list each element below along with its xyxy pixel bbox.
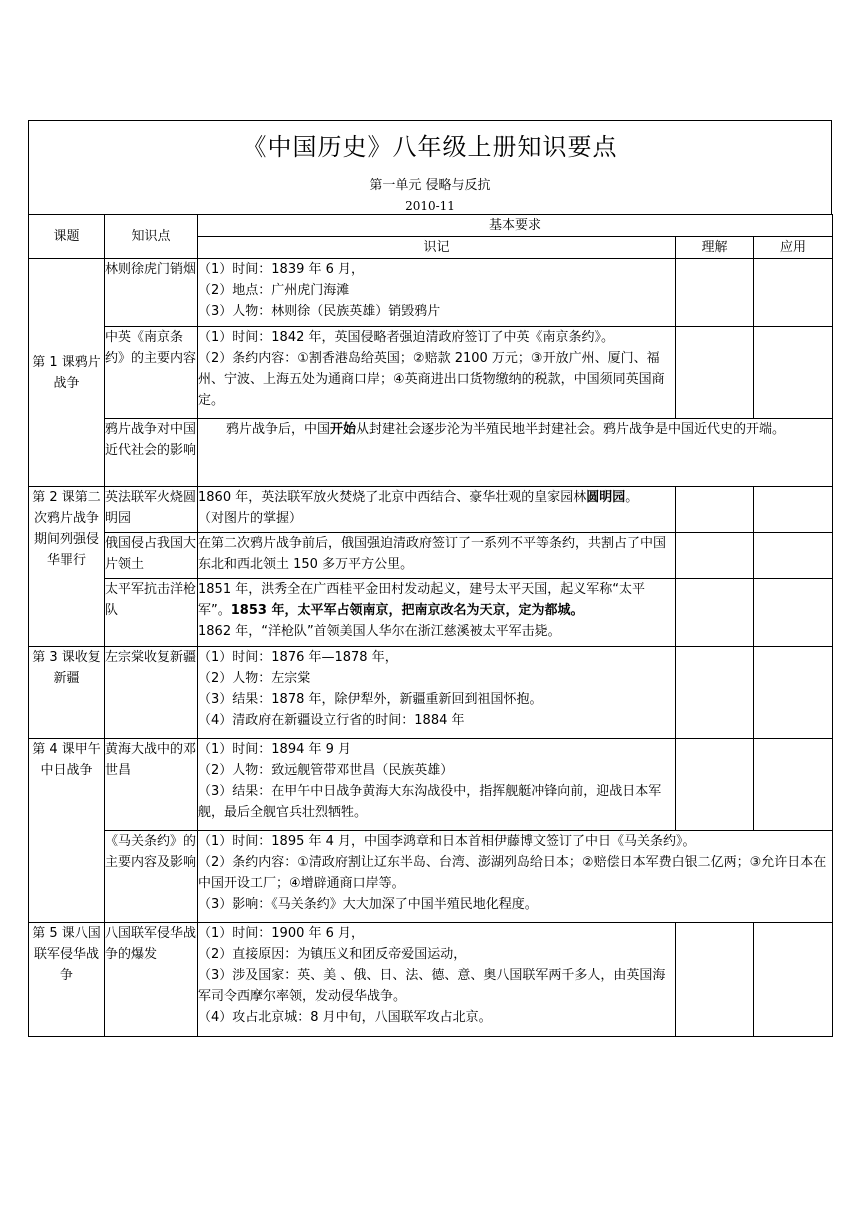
content-line: （2）地点：广州虎门海滩 [198, 283, 350, 298]
col-header-memory: 识记 [198, 237, 676, 259]
col-header-lesson: 课题 [29, 215, 105, 259]
page-title: 《中国历史》八年级上册知识要点 [242, 133, 618, 161]
topic-cell: 林则徐虎门销烟 [105, 259, 198, 327]
document-frame [28, 120, 832, 1037]
understand-cell [676, 739, 754, 831]
apply-cell [754, 259, 833, 327]
table-row [29, 419, 833, 487]
content-line: （1）时间：1894 年 9 月 [198, 742, 352, 757]
col-header-requirements: 基本要求 [198, 215, 833, 237]
table-row [29, 259, 833, 327]
unit-subtitle: 第一单元 侵略与反抗 [369, 178, 491, 193]
lesson-cell: 第 1 课鸦片战争 [29, 259, 105, 487]
topic-cell: 左宗棠收复新疆 [105, 647, 198, 739]
col-header-topic: 知识点 [105, 215, 198, 259]
table-row [29, 579, 833, 647]
understand-cell [676, 923, 754, 1037]
content-line: （1）时间：1842 年，英国侵略者强迫清政府签订了中英《南京条约》。 [198, 330, 614, 345]
table-row [29, 831, 833, 923]
topic-cell: 鸦片战争对中国近代社会的影响 [105, 419, 198, 487]
content-line: （对图片的掌握） [198, 511, 303, 526]
content-cell: 1860 年，英法联军放火焚烧了北京中西结合、豪华壮观的皇家园林圆明园。 （对图片的掌握） [198, 487, 676, 533]
lesson-cell: 第 3 课收复新疆 [29, 647, 105, 739]
apply-cell [754, 579, 833, 647]
content-cell [198, 647, 676, 739]
content-line: （3）结果：在甲午中日战争黄海大东沟战役中，指挥舰艇冲锋向前，迎战日本军舰，最后全舰官兵壮烈牺牲。 [198, 784, 662, 820]
topic-cell: 俄国侵占我国大片领土 [105, 533, 198, 579]
content-line: （3）涉及国家：英、美 、俄、日、法、德、意、奥八国联军两千多人，由英国海军司令西摩尔率领，发动侵华战争。 [198, 968, 666, 1004]
apply-cell [754, 487, 833, 533]
apply-cell [754, 533, 833, 579]
lesson-cell: 第 5 课八国联军侵华战争 [29, 923, 105, 1037]
knowledge-table [28, 214, 833, 1037]
content-cell [198, 259, 676, 327]
table-row [29, 647, 833, 739]
emphasis-text: 圆明园 [586, 490, 626, 505]
content-cell [198, 739, 676, 831]
content-cell [198, 327, 676, 419]
content-line: （2）人物：致远舰管带邓世昌（民族英雄） [198, 763, 454, 778]
content-line: （3）结果：1878 年，除伊犁外，新疆重新回到祖国怀抱。 [198, 692, 543, 707]
understand-cell [676, 487, 754, 533]
emphasis-text: 开始 [330, 422, 357, 437]
content-cell [198, 923, 676, 1037]
content-line: （2）直接原因：为镇压义和团反帝爱国运动， [198, 947, 467, 962]
emphasis-text: 1853 年，太平军占领南京，把南京改名为天京，定为都城。 [230, 603, 584, 618]
content-line: （2）条约内容：①割香港岛给英国；②赔款 2100 万元；③开放广州、厦门、福州、宁波、上海五处为通商口岸；④英商进出口货物缴纳的税款，中国须同英国商定。 [198, 351, 665, 408]
table-row [29, 739, 833, 831]
understand-cell [676, 647, 754, 739]
topic-cell: 《马关条约》的主要内容及影响 [105, 831, 198, 923]
document-date: 2010-11 [405, 199, 455, 213]
content-cell: 1851 年，洪秀全在广西桂平金田村发动起义，建号太平天国，起义军称“太平军”。1853 年，太平军占领南京，把南京改名为天京，定为都城。 1862 年，“洋枪队”首领美国人华尔在浙江慈溪被太平军击毙。 [198, 579, 676, 647]
col-header-apply: 应用 [754, 237, 833, 259]
table-row [29, 923, 833, 1037]
document-header [28, 120, 832, 214]
content-line: （4）清政府在新疆设立行省的时间：1884 年 [198, 713, 465, 728]
content-line: （4）攻占北京城：8 月中旬，八国联军攻占北京。 [198, 1010, 492, 1025]
topic-cell: 八国联军侵华战争的爆发 [105, 923, 198, 1037]
content-line: （1）时间：1839 年 6 月， [198, 262, 365, 277]
apply-cell [754, 327, 833, 419]
content-line: （1）时间：1876 年—1878 年， [198, 650, 398, 665]
content-line: （2）条约内容：①清政府割让辽东半岛、台湾、澎湖列岛给日本；②赔偿日本军费白银二亿两；③允许日本在中国开设工厂；④增辟通商口岸等。 [198, 855, 827, 891]
apply-cell [754, 923, 833, 1037]
content-line: （1）时间：1900 年 6 月， [198, 926, 365, 941]
understand-cell [676, 579, 754, 647]
content-line: 在第二次鸦片战争前后，俄国强迫清政府签订了一系列不平等条约，共割占了中国东北和西北领土 150 多万平方公里。 [198, 536, 667, 572]
content-line: （3）影响：《马关条约》大大加深了中国半殖民地化程度。 [198, 897, 538, 912]
lesson-cell: 第 2 课第二次鸦片战争期间列强侵华罪行 [29, 487, 105, 647]
apply-cell [754, 647, 833, 739]
understand-cell [676, 259, 754, 327]
topic-cell: 太平军抗击洋枪队 [105, 579, 198, 647]
topic-cell: 黄海大战中的邓世昌 [105, 739, 198, 831]
understand-cell [676, 327, 754, 419]
table-row [29, 327, 833, 419]
content-line: （1）时间：1895 年 4 月，中国李鸿章和日本首相伊藤博文签订了中日《马关条约》。 [198, 834, 696, 849]
table-row [29, 487, 833, 533]
content-line: （3）人物：林则徐（民族英雄）销毁鸦片 [198, 304, 441, 319]
content-line: 1862 年，“洋枪队”首领美国人华尔在浙江慈溪被太平军击毙。 [198, 624, 561, 639]
lesson-cell: 第 4 课甲午中日战争 [29, 739, 105, 923]
understand-cell [676, 533, 754, 579]
topic-cell: 中英《南京条约》的主要内容 [105, 327, 198, 419]
col-header-understand: 理解 [676, 237, 754, 259]
content-cell [198, 533, 676, 579]
topic-cell: 英法联军火烧圆明园 [105, 487, 198, 533]
content-cell [198, 831, 833, 923]
table-row [29, 533, 833, 579]
content-cell: 鸦片战争后，中国开始从封建社会逐步沦为半殖民地半封建社会。鸦片战争是中国近代史的开端。 [198, 419, 833, 487]
apply-cell [754, 739, 833, 831]
content-line: （2）人物：左宗棠 [198, 671, 311, 686]
